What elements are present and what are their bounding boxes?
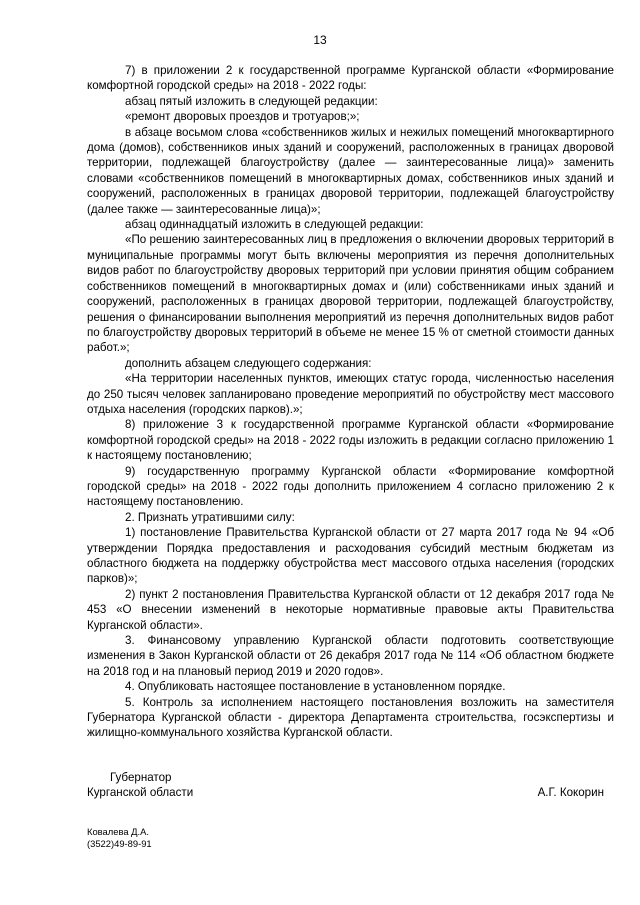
paragraph-abzac-fifth-text: «ремонт дворовых проездов и тротуаров;»; [125,110,360,124]
signature-block [87,770,614,801]
page-number: 13 [313,33,327,47]
executor-name: Ковалева Д.А. [87,826,149,837]
paragraph-add-abzac-text: «На территории населенных пунктов, имеющих статус города, численностью населения до 250 тысяч человек запланировано проведение мероприятий по обустройству мест массового отдыха населения (городских парков).»; [87,372,614,416]
paragraph-abzac-eighth-replace: в абзаце восьмом слова «собственников жилых и нежилых помещений многоквартирного дома (домов), собственников иных зданий и сооружений, расположенных в границах дворовой территории, подлежащей благоустройству (далее — заинтересованные лица)» заменить словами «собственников помещений в многоквартирных домах, собственников иных зданий и сооружений, расположенных в границах дворовой территории, подлежащей благоустройству (далее также — заинтересованные лица)»; [87,125,614,216]
signatory-title-line2: Курганской области [87,786,194,800]
paragraph-item-7: 7) в приложении 2 к государственной программе Курганской области «Формирование комфортной городской среды» на 2018 - 2022 годы: [87,64,614,93]
paragraph-abzac-fifth-intro: абзац пятый изложить в следующей редакции: [125,94,378,108]
paragraph-add-abzac-intro: дополнить абзацем следующего содержания: [125,356,372,370]
signatory-name: А.Г. Кокорин [537,786,604,800]
paragraph-point-4: 4. Опубликовать настоящее постановление в установленном порядке. [125,680,506,694]
signatory-title-line1: Губернатор [110,771,172,784]
paragraph-abzac-eleventh-intro: абзац одиннадцатый изложить в следующей редакции: [125,218,424,232]
paragraph-point-2-sub-2: 2) пункт 2 постановления Правительства Курганской области от 12 декабря 2017 года № 453 «О внесении изменений в некоторые нормативные правовые акты Правительства Курганской области». [87,587,614,632]
paragraph-point-3: 3. Финансовому управлению Курганской области подготовить соответствующие изменения в Закон Курганской области от 26 декабря 2017 года № 114 «Об областном бюджете на 2018 год и на плановый период 2019 и 2020 годов». [87,634,614,678]
executor-info [87,826,152,850]
document-body [87,63,614,741]
paragraph-point-2-sub-1: 1) постановление Правительства Курганской области от 27 марта 2017 года № 94 «Об утверждении Порядка предоставления и расходования субсидий местным бюджетам из областного бюджета на поддержку обустройства мест массового отдыха населения (городских парков)»; [87,526,614,586]
executor-phone: (3522)49-89-91 [87,838,152,849]
paragraph-item-9: 9) государственную программу Курганской области «Формирование комфортной городской среды» на 2018 - 2022 годы дополнить приложением 4 согласно приложению 2 к настоящему постановлению. [87,464,614,509]
paragraph-abzac-eleventh-text: «По решению заинтересованных лиц в предложения о включении дворовых территорий в муниципальные программы могут быть включены мероприятия из перечня дополнительных видов работ по благоустройству дворовых территорий при условии принятия общим собранием собственников помещений в многоквартирных домах и (или) собственниками иных зданий и сооружений, расположенных в границах дворовой территории, подлежащей благоустройству, решения о финансировании выполнения мероприятий из перечня дополнительных видов работ по благоустройству дворовых территорий в объеме не менее 15 % от сметной стоимости данных работ.»; [87,233,614,355]
signature-row [87,785,614,800]
paragraph-point-2: 2. Признать утратившими силу: [125,510,295,524]
paragraph-item-8: 8) приложение 3 к государственной программе Курганской области «Формирование комфортной городской среды» на 2018 - 2022 годы изложить в редакции согласно приложению 1 к настоящему постановлению; [87,418,614,463]
paragraph-point-5: 5. Контроль за исполнением настоящего постановления возложить на заместителя Губернатора Курганской области - директора Департамента строительства, госэкспертизы и жилищно-коммунального хозяйства Курганской области. [87,695,614,740]
